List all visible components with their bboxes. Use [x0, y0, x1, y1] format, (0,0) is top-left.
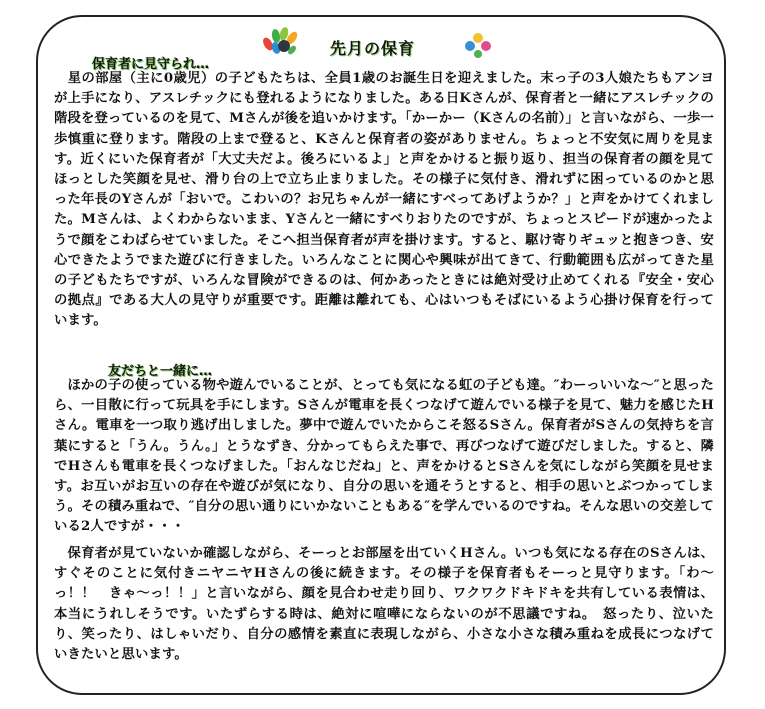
section-heading-friends: 友だちと一緒に…: [108, 364, 213, 379]
paragraph-1: 星の部屋（主に0歳児）の子どもたちは、全員1歳のお誕生日を迎えました。末っ子の3人娘たちもアンヨが上手になり、アスレチックにも登れるようになりました。ある日Kさんが、保育者と一緒にアスレチックの階段を登っているのを見て、Mさんが後を追いかけます。「かーかー（Kさんの名前）」と言いながら、一歩一歩慎重に登ります。階段の上まで登ると、Kさんと保育者の姿がありません。ちょっと不安気に周りを見ます。近くにいた保育者が「大丈夫だよ。後ろにいるよ」と声をかけると振り返り、担当の保育者の顔を見てほっとした笑顔を見せ、滑り台の上で立ち止まりました。その様子に気付き、滑れずに困っているのかと思った年長のYさんが「おいで。こわいの？お兄ちゃんが一緒にすべってあげようか？」と声をかけてくれました。Mさんは、よくわからないまま、Yさんと一緒にすべりおりたのですが、ちょっとスピードが速かったようで顔をこわばらせていました。そこへ担当保育者が声を掛けます。すると、駆け寄りギュッと抱きつき、安心できたようでまた遊びに行きました。いろんなことに関心や興味が出てきて、行動範囲も広がってきた星の子どもたちですが、いろんな冒険ができるのは、何かあったときには絶対受け止めてくれる『安全・安心の拠点』である大人の見守りが重要です。距離は離れても、心はいつもそばにいるよう心掛け保育を行っています。: [54, 71, 714, 329]
paragraph-3: 保育者が見ていないか確認しながら、そーっとお部屋を出ていくHさん。いつも気になる存在のSさんは、すぐそのことに気付きニヤニヤHさんの後に続きます。その様子を保育者もそーっと見守ります。「わ～っ！！ きゃ～っ！！」と言いながら、顔を見合わせ走り回り、ワクワクドキドキを共有している表情は、本当にうれしそうです。いたずらする時は、絶対に喧嘩にならないのが不思議ですね。 怒ったり、泣いたり、笑ったり、はしゃいだり、自分の感情を素直に表現しながら、小さな小さな積み重ねを成長につなげていきたいと思います。: [54, 546, 714, 663]
leaf-cluster-icon: [262, 26, 302, 58]
flower-cluster-icon: [462, 30, 496, 60]
paragraph-2: ほかの子の使っている物や遊んでいることが、とっても気になる虹の子ども達。″わーっいいな～″と思ったら、一目散に行って玩具を手にします。Sさんが電車を長くつなげて遊んでいる様子を見て、魅力を感じたHさん。電車を一つ取り逃げ出しました。夢中で遊んでいたからこそ怒るSさん。保育者がSさんの気持ちを言葉にすると「うん。うん。」とうなずき、分かってもらえた事で、再びつなげて遊びだしました。すると、隣でHさんも電車を長くつなげました。「おんなじだね」と、声をかけるとSさんを気にしながら笑顔を見せます。お互いがお互いの存在や遊びが気になり、自分の思いを通そうとすると、相手の思いとぶつかってしまう。その積み重ねで、″自分の思い通りにいかないこともある″を学んでいるのですね。そんな思いの交差している2人ですが・・・: [54, 378, 715, 535]
page-title: 先月の保育: [330, 39, 416, 58]
section-heading-watched: 保育者に見守られ…: [92, 57, 210, 72]
